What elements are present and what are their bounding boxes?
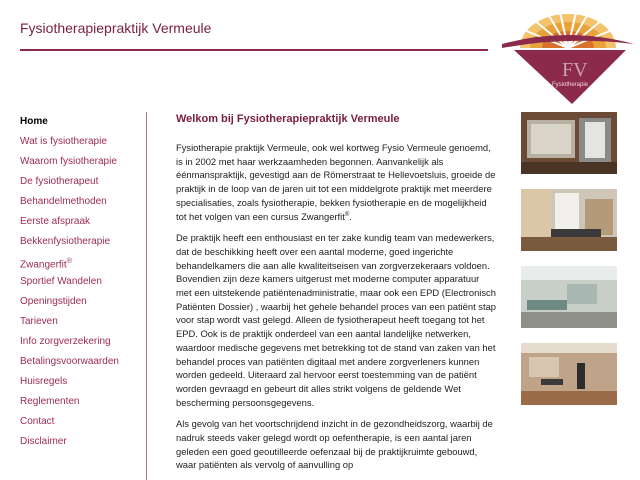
nav-item-sportief-wandelen[interactable]: Sportief Wandelen: [20, 276, 102, 287]
photo-column: [521, 112, 617, 420]
team-paragraph: De praktijk heeft een enthousiast en ter zake kundig team van medewerkers, dat de beschikking heeft over een aantal moderne, goed ingerichte behandelkamers die aan alle kwaliteitseisen van zorgverzekeraars voldoen. Bovendien zijn deze kamers uitgerust met moderne computer apparatuur met een uitstekende patiëntenadministratie, maar ook een EPD (Electronisch Patiënten Dossier) , waarbij het gehele behandel proces van een patiënt stap voor stap wordt vast gelegd. Alleen de fysiotherapeut heeft toegang tot het EPD. Ook is de praktijk onderdeel van een aantal landelijke netwerken, waardoor medische gegevens met betrekking tot de stand van zaken van het behandel proces van patiënten digitaal met andere zorgverleners kunnen worden gedeeld. Uiteraard zal hervoor eerst toestemming van de patiënt worden gevraagd en gebeurt dit alles strikt volgens de geldende Wet bescherming persoonsgegevens.: [176, 232, 496, 408]
vertical-divider: [146, 112, 147, 480]
nav-item-openingstijden[interactable]: Openingstijden: [20, 296, 87, 307]
nav-item-de-fysiotherapeut[interactable]: De fysiotherapeut: [20, 176, 99, 187]
photo-storefront: [521, 112, 617, 174]
nav-item-contact[interactable]: Contact: [20, 416, 55, 427]
main-navigation: [20, 112, 150, 452]
photo-exercise-room: [521, 343, 617, 405]
page-heading: Welkom bij Fysiotherapiepraktijk Vermeule: [176, 113, 400, 125]
photo-practice-room: [521, 266, 617, 328]
nav-item-eerste-afspraak[interactable]: Eerste afspraak: [20, 216, 91, 227]
nav-item-reglementen[interactable]: Reglementen: [20, 396, 80, 407]
nav-item-home[interactable]: Home: [20, 116, 48, 127]
nav-item-info-zorgverzekering[interactable]: Info zorgverzekering: [20, 336, 111, 347]
nav-item-zwangerfit[interactable]: Zwangerfit®: [20, 258, 72, 271]
photo-treatment-room: [521, 189, 617, 251]
logo-text: Fysiotherapie: [552, 82, 589, 88]
nav-item-disclaimer[interactable]: Disclaimer: [20, 436, 67, 447]
nav-item-tarieven[interactable]: Tarieven: [20, 316, 58, 327]
practice-logo[interactable]: [500, 8, 636, 106]
nav-item-wat-is-fysiotherapie[interactable]: Wat is fysiotherapie: [20, 136, 107, 147]
site-title: Fysiotherapiepraktijk Vermeule: [20, 20, 212, 36]
logo-letters: FV: [562, 59, 588, 81]
nav-item-huisregels[interactable]: Huisregels: [20, 376, 68, 387]
nav-item-betalingsvoorwaarden[interactable]: Betalingsvoorwaarden: [20, 356, 119, 367]
nav-item-bekkenfysiotherapie[interactable]: Bekkenfysiotherapie: [20, 236, 111, 247]
title-divider: [20, 49, 488, 51]
nav-item-behandelmethoden[interactable]: Behandelmethoden: [20, 196, 107, 207]
nav-item-waarom-fysiotherapie[interactable]: Waarom fysiotherapie: [20, 156, 117, 167]
main-content: [176, 112, 496, 480]
intro-paragraph: Fysiotherapie praktijk Vermeule, ook wel kortweg Fysio Vermeule genoemd, is in 2002 met haar werkzaamheden begonnen. Aanvankelijk als éénmanspraktijk, gevestigd aan de Römerstraat te Hellevoetsluis, groeide de praktijk in de loop van de jaren uit tot een middelgrote praktijk met meerdere specialisaties, zoals fysiotherapie, bekken fysiotherapie en de mogelijkheid tot het volgen van een cursus Zwangerfit®.: [176, 142, 496, 222]
exercise-paragraph: Als gevolg van het voortschrijdend inzicht in de gezondheidszorg, waarbij de nadruk steeds vaker gelegd wordt op oefentherapie, is een aantal jaren geleden een goed geoutilleerde oefenzaal bij de praktijkruimte gebouwd, waar patiënten als vervolg of aanvulling op: [176, 418, 493, 471]
